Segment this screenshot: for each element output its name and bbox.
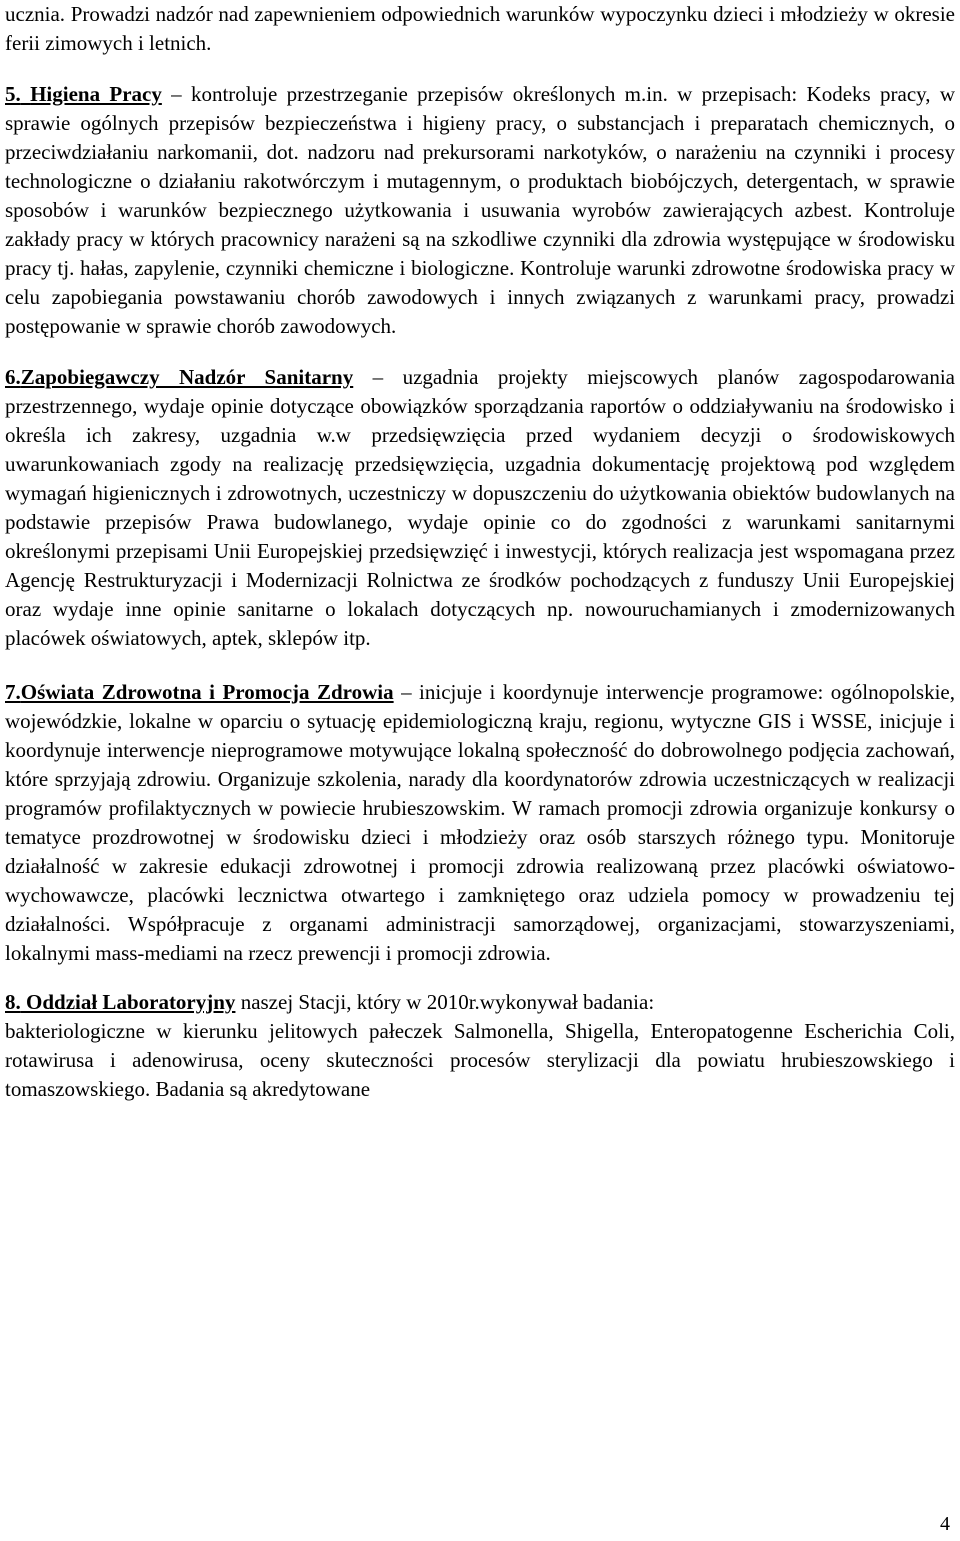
- section-6-number: 6.: [5, 365, 21, 389]
- intro-paragraph: uczniа. Prowadzi nadzór nad zapewnieniem odpowiednich warunków wypoczynku dzieci i młodzieży w okresie ferii zimowych i letnich.: [5, 2, 955, 55]
- section-5-paragraph: [5, 80, 955, 341]
- document-page: [5, 0, 955, 1104]
- section-6-paragraph: [5, 363, 955, 653]
- section-7-number: 7.: [5, 680, 21, 704]
- section-5-heading: [5, 82, 162, 106]
- section-8-paragraph: [5, 988, 955, 1017]
- section-7-heading: [5, 680, 394, 704]
- section-6-heading: [5, 365, 353, 389]
- section-7-paragraph: [5, 678, 955, 968]
- section-5-title: Higiena Pracy: [30, 82, 162, 106]
- section-6-title: Zapobiegawczy Nadzór Sanitarny: [20, 365, 354, 389]
- section-6-body: – uzgadnia projekty miejscowych planów zagospodarowania przestrzennego, wydaje opinie dotyczące obowiązków sporządzania raportów o oddziaływaniu na środowisko i określa ich zakresy, uzgadnia w.w przedsięwzięcia przed wydaniem decyzji o środowiskowych uwarunkowaniach zgody na realizację przedsięwzięcia, uzgadnia dokumentację projektową pod względem wymagań higienicznych i zdrowotnych, uczestniczy w dopuszczeniu do użytkowania obiektów budowlanych na podstawie przepisów Prawa budowlanego, wydaje opinie co do zgodności z warunkami sanitarnymi określonymi przepisami Unii Europejskiej przedsięwzięć i inwestycji, których realizacja jest wspomagana przez Agencję Restrukturyzacji i Modernizacji Rolnictwa ze środków pochodzących z funduszy Unii Europejskiej oraz wydaje inne opinie sanitarne o lokalach dotyczących np. nowouruchamianych i zmodernizowanych placówek oświatowych, aptek, sklepów itp.: [5, 365, 955, 650]
- section-8-title: Oddział Laboratoryjny: [26, 990, 236, 1014]
- section-7-title: Oświata Zdrowotna i Promocja Zdrowia: [20, 680, 394, 704]
- section-8-heading: [5, 990, 235, 1014]
- section-5-body: – kontroluje przestrzeganie przepisów określonych m.in. w przepisach: Kodeks pracy, w sprawie ogólnych przepisów bezpieczeństwa i higieny pracy, o substancjach i preparatach chemicznych, o przeciwdziałaniu narkomanii, dot. nadzoru nad prekursorami narkotyków, o narażeniu na czynniki i procesy technologiczne o działaniu rakotwórczym i mutagennym, o produktach biobójczych, detergentach, w sprawie sposobów i warunków bezpiecznego użytkowania i usuwania wyrobów zawierających azbest. Kontroluje zakłady pracy w których pracownicy narażeni są na szkodliwe czynniki dla zdrowia występujące w środowisku pracy tj. hałas, zapylenie, czynniki chemiczne i biologiczne. Kontroluje warunki zdrowotne środowiska pracy w celu zapobiegania powstawaniu chorób zawodowych i innych związanych z warunkami pracy, prowadzi postępowanie w sprawie chorób zawodowych.: [5, 82, 955, 338]
- page-number: 4: [940, 1513, 950, 1535]
- section-8-number: 8.: [5, 990, 21, 1014]
- section-5-number: 5.: [5, 82, 21, 106]
- section-7-body: – inicjuje i koordynuje interwencje programowe: ogólnopolskie, wojewódzkie, lokalne w oparciu o sytuację epidemiologiczną kraju, regionu, wytyczne GIS i WSSE, inicjuje i koordynuje interwencje nieprogramowe motywujące lokalną społeczność do dobrowolnego podjęcia zachowań, które sprzyjają zdrowiu. Organizuje szkolenia, narady dla koordynatorów zdrowia uczestniczących w realizacji programów profilaktycznych w powiecie hrubieszowskim. W ramach promocji zdrowia organizuje konkursy o tematyce prozdrowotnej w środowisku dzieci i młodzieży oraz osób starszych różnego typu. Monitoruje działalność w zakresie edukacji zdrowotnej i promocji zdrowia realizowaną przez placówki oświatowo-wychowawcze, placówki lecznictwa otwartego i zamkniętego oraz udziela pomocy w prowadzeniu tej działalności. Współpracuje z organami administracji samorządowej, organizacjami, stowarzyszeniami, lokalnymi mass-mediami na rzecz prewencji i promocji zdrowia.: [5, 680, 955, 965]
- section-8-body: naszej Stacji, który w 2010r.wykonywał badania:: [235, 990, 655, 1014]
- section-8-body-continued: bakteriologiczne w kierunku jelitowych pałeczek Salmonella, Shigella, Enteropatogenne Escherichia Coli, rotawirusa i adenowirusa, oceny skuteczności procesów sterylizacji dla powiatu hrubieszowskiego i tomaszowskiego. Badania są akredytowane: [5, 1019, 955, 1101]
